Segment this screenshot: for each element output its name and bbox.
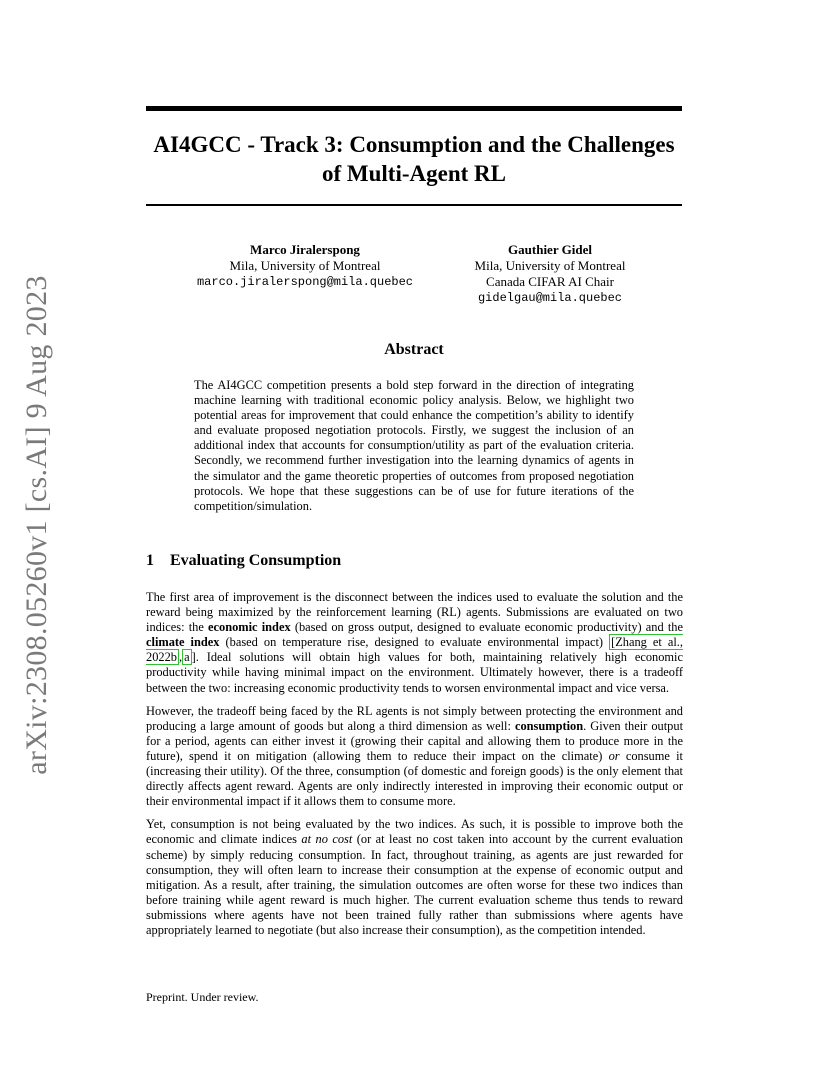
section-heading <box>146 552 682 570</box>
italic-term-or: or <box>608 748 620 763</box>
abstract-text: The AI4GCC competition presents a bold step forward in the direction of integrating machine learning with traditional economic policy analysis. Below, we highlight two potential areas for improvement that could enhance the competition’s ability to identify and evaluate proposed negotiation protocols. Firstly, we suggest the inclusion of an additional index that accounts for consumption/utility as part of the evaluation criteria. Secondly, we recommend further investigation into the learning dynamics of agents in the simulator and the game theoretic properties of outcomes from proposed negotiation protocols. We hope that these suggestions can be of use for future iterations of the competition/simulation. <box>194 378 634 513</box>
author-affiliation: Mila, University of Montreal <box>474 258 626 273</box>
text-run: The first area of improvement is the disconnect between the indices used to evaluate the solution and the reward being maximized by the reinforcement learning (RL) agents. Submissions are evaluated on two indices: the <box>146 590 683 635</box>
paragraph-3 <box>146 817 683 938</box>
arxiv-sidebar <box>12 275 62 775</box>
paragraph-1 <box>146 590 683 696</box>
arxiv-identifier: arXiv:2308.05260v1 [cs.AI] 9 Aug 2023 <box>20 275 53 775</box>
citation-separator: , <box>178 650 183 665</box>
text-run: However, the tradeoff being faced by the RL agents is not simply between protecting the environment and producing a large amount of goods but along a third dimension as well: <box>146 703 683 733</box>
text-run: . Given their output for a period, agents can either invest it (growing their capital and allowing them to produce more in the future), spend it on mitigation (allowing them to reduce their impact on the climate) <box>146 718 684 763</box>
text-run: (based on gross output, designed to evaluate economic productivity) and the <box>290 620 683 635</box>
title-line-2: of Multi-Agent RL <box>322 161 506 186</box>
text-run: Yet, consumption is not being evaluated by the two indices. As such, it is possible to improve both the economic and climate indices <box>146 817 683 847</box>
author-block-2 <box>445 242 655 306</box>
preprint-footer: Preprint. Under review. <box>146 990 259 1004</box>
title-top-rule <box>146 106 682 111</box>
bold-term-consumption: consumption <box>514 718 584 733</box>
text-run: consume it (increasing their utility). Of the three, consumption (of domestic and foreign goods) is the only element that directly affects agent reward. Agents are only indirectly interested in improving their economic output or their environmental impact if it allows them to consume more. <box>146 748 683 809</box>
bold-term-economic-index: economic index <box>208 620 291 635</box>
title-bottom-rule <box>146 204 682 206</box>
text-run: (or at least no cost taken into account by the current evaluation scheme) by simply reducing consumption. In fact, throughout training, as agents are just rewarded for consumption, they will often learn to increase their consumption at the expense of economic output and mitigation. As a result, after training, the simulation outcomes are often worse for these two indices than before training while agent reward is much higher. The current evaluation scheme thus tends to reward submissions where agents have not been trained fully rather than submissions where agents have appropriately learned to negotiate (but also increase their consumption), as the competition intended. <box>146 832 683 937</box>
section-body <box>146 590 683 946</box>
italic-term-at-no-cost: at no cost <box>301 832 353 847</box>
abstract-heading: Abstract <box>384 341 444 358</box>
author-email: gidelgau@mila.quebec <box>477 291 623 305</box>
author-name: Marco Jiralerspong <box>250 242 360 257</box>
author-affiliation-2: Canada CIFAR AI Chair <box>486 274 614 289</box>
author-email: marco.jiralerspong@mila.quebec <box>196 275 414 289</box>
section-title: Evaluating Consumption <box>170 552 342 569</box>
author-name: Gauthier Gidel <box>508 242 592 257</box>
text-run: ]. Ideal solutions will obtain high values for both, maintaining relatively high economic productivity while having minimal impact on the environment. Ultimately however, there is a tradeoff between the two: increasing economic productivity tends to worsen environmental impact and vice versa. <box>146 650 683 695</box>
paper-title <box>146 130 682 188</box>
citation-link-zhang-2022a[interactable]: a <box>184 650 190 665</box>
bold-term-climate-index: climate index <box>146 635 220 650</box>
section-number: 1 <box>146 552 154 569</box>
author-block-1 <box>195 242 415 290</box>
text-run: (based on temperature rise, designed to evaluate environmental impact) <box>219 635 610 650</box>
paragraph-2 <box>146 704 683 810</box>
author-affiliation: Mila, University of Montreal <box>229 258 381 273</box>
title-line-1: AI4GCC - Track 3: Consumption and the Challenges <box>153 132 675 157</box>
citation-link-zhang-2022b[interactable]: [Zhang et al., 2022b <box>146 635 683 665</box>
